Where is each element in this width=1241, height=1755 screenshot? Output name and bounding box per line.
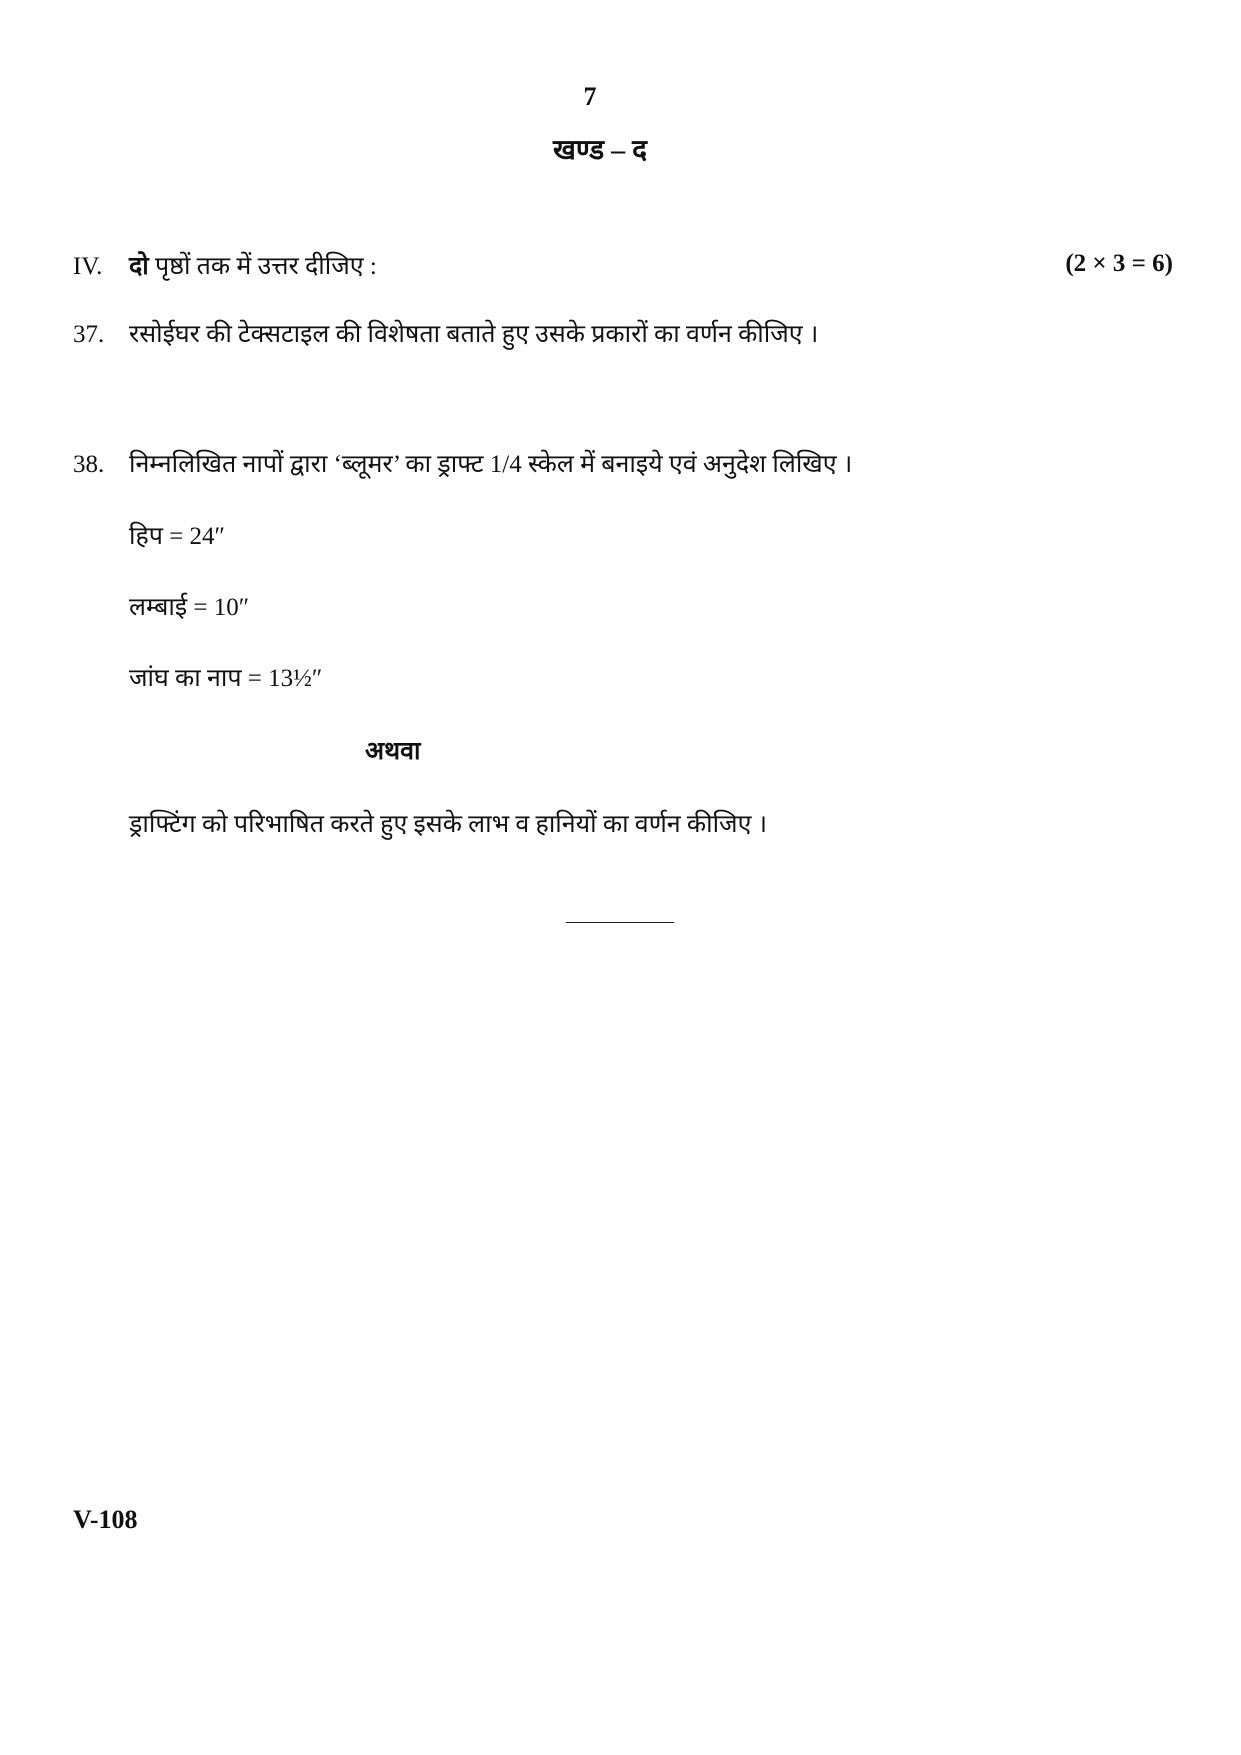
instruction-text: पृष्ठों तक में उत्तर दीजिए : [148, 253, 377, 280]
alternative-question: ड्राफ्टिंग को परिभाषित करते हुए इसके लाभ व हानियों का वर्णन कीजिए । [129, 811, 768, 838]
question-text: रसोईघर की टेक्सटाइल की विशेषता बताते हुए उसके प्रकारों का वर्णन कीजिए । [129, 321, 819, 348]
question-text: निम्नलिखित नापों द्वारा ‘ब्लूमर’ का ड्राफ्ट 1/4 स्केल में बनाइये एवं अनुदेश लिखिए । [129, 451, 853, 478]
question-number: 38. [73, 451, 105, 478]
page-number: 7 [583, 82, 597, 111]
instruction-line [73, 248, 377, 282]
question-number: 37. [73, 321, 105, 348]
question-37 [73, 316, 818, 350]
or-label: अथवा [365, 738, 421, 765]
measurement-thigh: जांघ का नाप = 13½″ [129, 665, 323, 692]
paper-code: V-108 [73, 1505, 138, 1534]
instruction-emphasis: दो [129, 253, 149, 280]
marks-allocation: (2 × 3 = 6) [1065, 250, 1173, 277]
end-rule [566, 922, 674, 923]
instruction-number: IV. [73, 253, 103, 280]
section-title: खण्ड – द [552, 135, 648, 166]
measurement-length: लम्बाई = 10″ [129, 594, 250, 621]
question-38 [73, 446, 852, 480]
measurement-hip: हिप = 24″ [129, 523, 225, 550]
